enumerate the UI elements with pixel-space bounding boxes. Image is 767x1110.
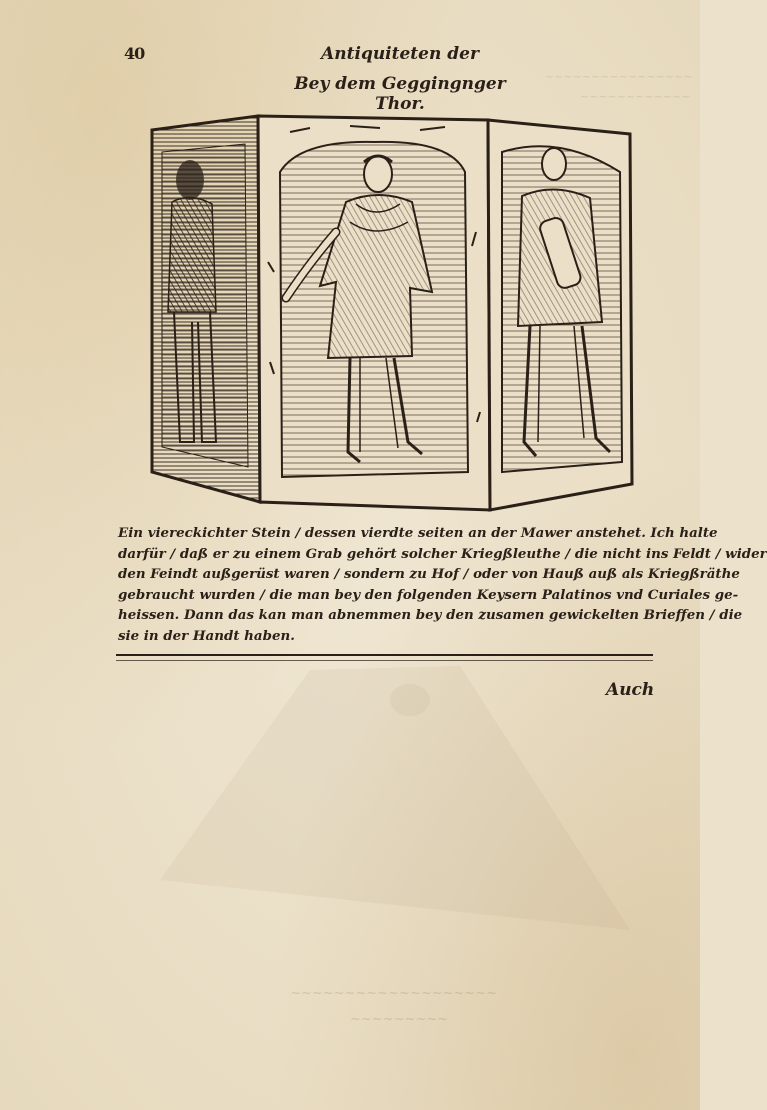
caption-line: Ein viereckichter Stein / dessen vierdte seiten an der Mawer anstehet. Ich halte — [118, 525, 718, 541]
show-through-text: ~~~~~~~~~~~~~~~~~~~ — [290, 986, 497, 1001]
running-header-title: Antiquiteten der — [321, 44, 479, 64]
section-divider — [116, 654, 653, 656]
caption-line: gebraucht wurden / die man bey den folgenden Keysern Palatinos vnd Curiales ge- — [118, 586, 739, 603]
caption-line: heissen. Dann das kan man abnemmen bey den zusamen gewickelten Brieffen / die — [118, 607, 743, 623]
running-header-subtitle: Bey dem Geggingnger Thor. — [294, 74, 506, 114]
caption-paragraph — [118, 523, 767, 646]
center-stone-face — [258, 116, 490, 510]
show-through-text: ~~~~~~~~~ — [350, 1012, 449, 1027]
right-stone-face — [488, 120, 632, 510]
page-number: 40 — [124, 44, 145, 63]
caption-line: sie in der Handt haben. — [118, 627, 295, 644]
caption-line: darfür / daß er zu einem Grab gehört solcher Kriegßleuthe / die nicht ins Feldt / wider — [118, 545, 767, 562]
show-through-illustration — [160, 660, 640, 960]
show-through-text: ~~~~~~~~~~~~~~~~ — [545, 70, 693, 83]
catchword: Auch — [606, 680, 655, 700]
left-stone-face — [152, 116, 260, 502]
show-through-text: ~~~~~~~~~~~~ — [580, 90, 691, 103]
woodcut-illustration — [150, 112, 640, 512]
caption-line: den Feindt außgerüst waren / sondern zu Hof / oder von Hauß auß als Kriegßräthe — [118, 566, 740, 582]
